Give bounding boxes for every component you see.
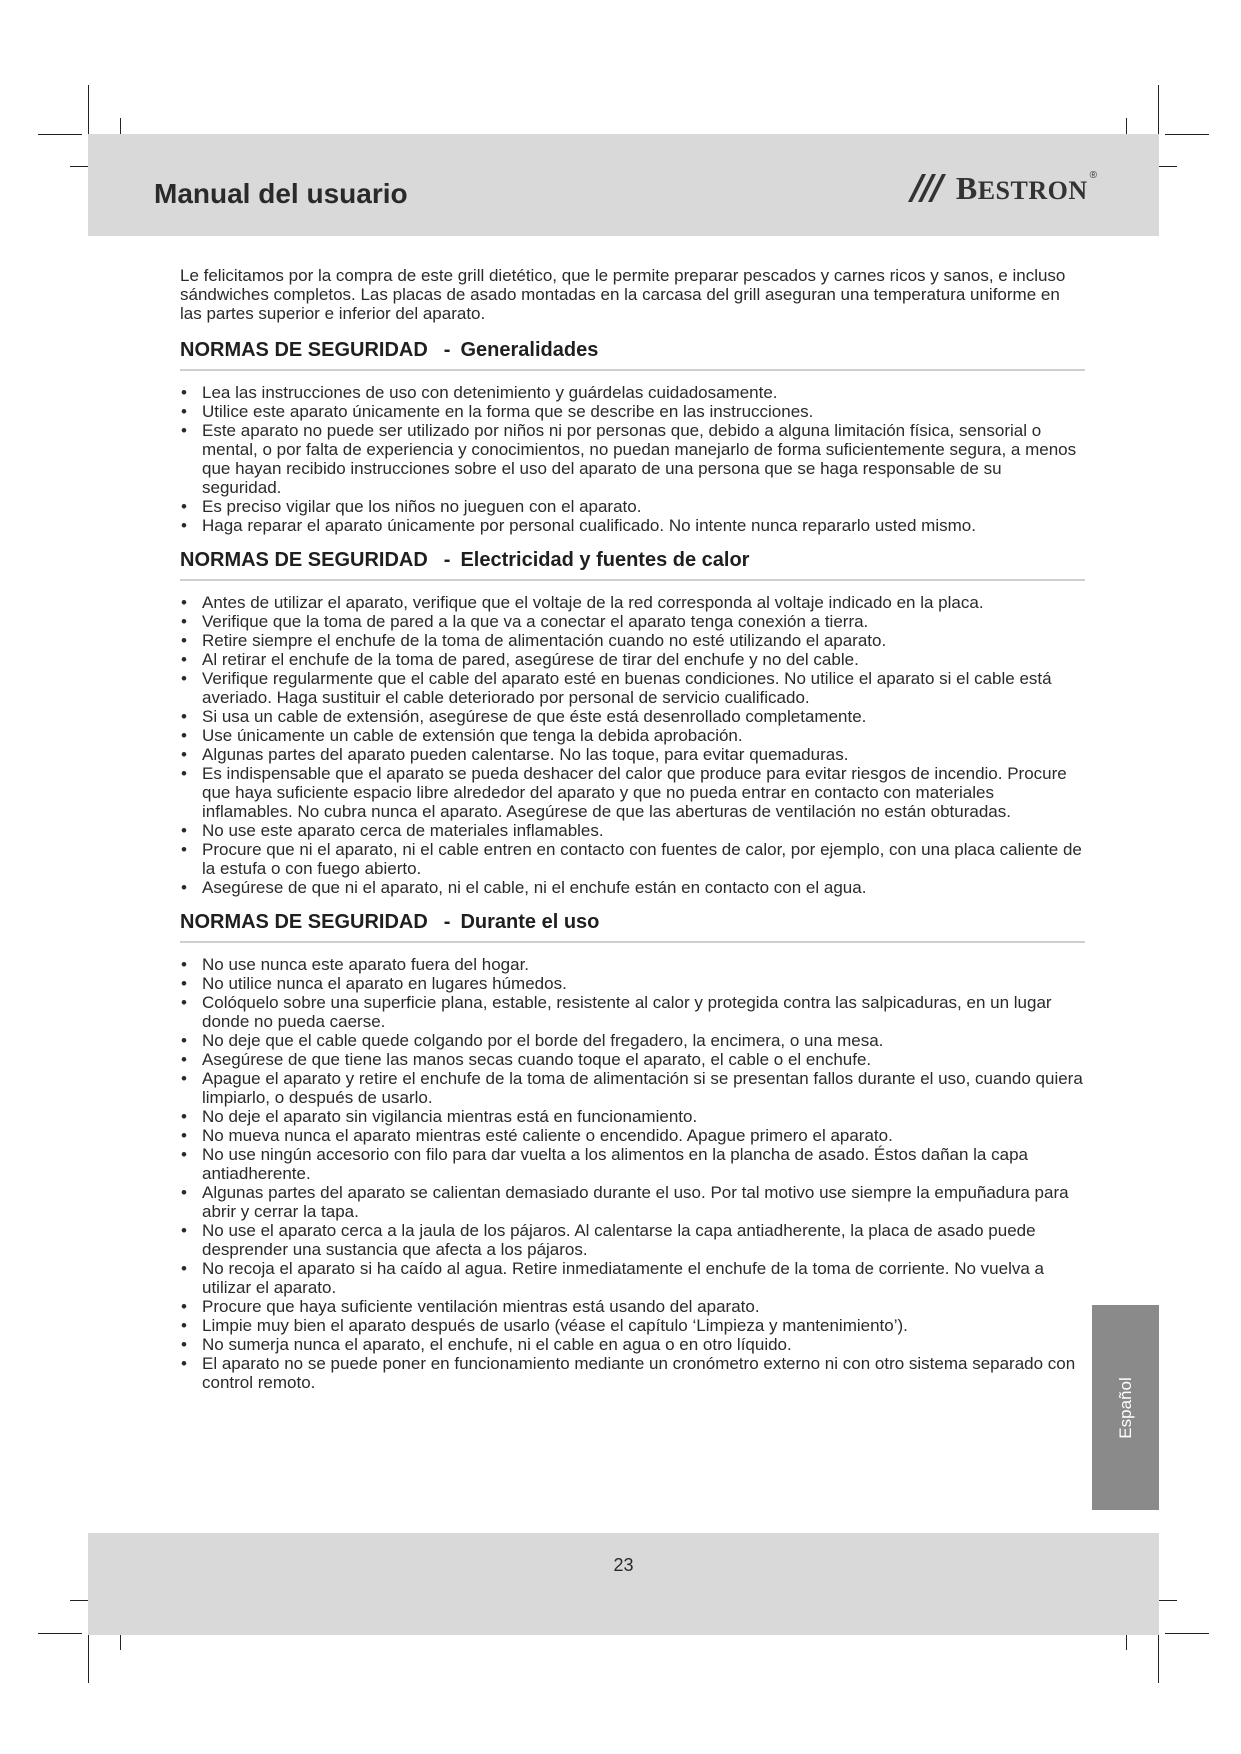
list-item: • Lea las instrucciones de uso con detenimiento y guárdelas cuidadosamente. <box>180 383 1085 402</box>
language-tab <box>1092 1305 1159 1510</box>
registered-mark: ® <box>1089 170 1097 181</box>
bullet-list <box>180 383 1085 535</box>
brand-name: BESTRON <box>955 170 1088 206</box>
section-heading: NORMAS DE SEGURIDAD - Electricidad y fuentes de calor <box>180 551 1085 581</box>
list-item: • Asegúrese de que tiene las manos secas cuando toque el aparato, el cable o el enchufe. <box>180 1050 1085 1069</box>
list-item: • Si usa un cable de extensión, asegúrese de que éste está desenrollado completamente. <box>180 707 1085 726</box>
list-item: • Asegúrese de que ni el aparato, ni el cable, ni el enchufe están en contacto con el agua. <box>180 878 1085 897</box>
bullet-list <box>180 593 1085 897</box>
section-during-use <box>180 913 1085 1392</box>
list-item: • Antes de utilizar el aparato, verifique que el voltaje de la red corresponda al voltaje indicado en la placa. <box>180 593 1085 612</box>
list-item: • Procure que ni el aparato, ni el cable entren en contacto con fuentes de calor, por ejemplo, con una placa caliente de la estufa o con fuego abierto. <box>180 840 1085 878</box>
list-item: • Es indispensable que el aparato se pueda deshacer del calor que produce para evitar riesgos de incendio. Procure que haya suficiente espacio libre alrededor del aparato y que no pueda entrar en contacto con materiales inflamables. No cubra nunca el aparato. Asegúrese de que las aberturas de ventilación no están obturadas. <box>180 764 1085 821</box>
section-electricity <box>180 551 1085 897</box>
chevron-logo-icon <box>906 172 952 204</box>
list-item: • Limpie muy bien el aparato después de usarlo (véase el capítulo ‘Limpieza y mantenimiento’). <box>180 1316 1085 1335</box>
list-item: • No use este aparato cerca de materiales inflamables. <box>180 821 1085 840</box>
list-item: • El aparato no se puede poner en funcionamiento mediante un cronómetro externo ni con otro sistema separado con control remoto. <box>180 1354 1085 1392</box>
list-item: • No use nunca este aparato fuera del hogar. <box>180 955 1085 974</box>
bullet-list <box>180 955 1085 1392</box>
list-item: • No use el aparato cerca a la jaula de los pájaros. Al calentarse la capa antiadherente, la placa de asado puede desprender una sustancia que afecta a los pájaros. <box>180 1221 1085 1259</box>
list-item: • Use únicamente un cable de extensión que tenga la debida aprobación. <box>180 726 1085 745</box>
list-item: • Haga reparar el aparato únicamente por personal cualificado. No intente nunca repararlo usted mismo. <box>180 516 1085 535</box>
list-item: • No sumerja nunca el aparato, el enchufe, ni el cable en agua o en otro líquido. <box>180 1335 1085 1354</box>
list-item: • Colóquelo sobre una superficie plana, estable, resistente al calor y protegida contra las salpicaduras, en un lugar donde no pueda caerse. <box>180 993 1085 1031</box>
list-item: • Verifique que la toma de pared a la que va a conectar el aparato tenga conexión a tierra. <box>180 612 1085 631</box>
list-item: • No utilice nunca el aparato en lugares húmedos. <box>180 974 1085 993</box>
section-heading: NORMAS DE SEGURIDAD - Generalidades <box>180 341 1085 371</box>
list-item: • Utilice este aparato únicamente en la forma que se describe en las instrucciones. <box>180 402 1085 421</box>
intro-paragraph: Le felicitamos por la compra de este grill dietético, que le permite preparar pescados y carnes ricos y sanos, e incluso sándwiches completos. Las placas de asado montadas en la carcasa del grill aseguran una temperatura uniforme en las partes superior e inferior del aparato. <box>180 266 1066 323</box>
header-band <box>88 134 1159 236</box>
section-heading: NORMAS DE SEGURIDAD - Durante el uso <box>180 913 1085 943</box>
list-item: • Retire siempre el enchufe de la toma de alimentación cuando no esté utilizando el aparato. <box>180 631 1085 650</box>
section-general <box>180 341 1085 535</box>
list-item: • No mueva nunca el aparato mientras esté caliente o encendido. Apague primero el aparato. <box>180 1126 1085 1145</box>
list-item: • Al retirar el enchufe de la toma de pared, asegúrese de tirar del enchufe y no del cable. <box>180 650 1085 669</box>
list-item: • No use ningún accesorio con filo para dar vuelta a los alimentos en la plancha de asado. Éstos dañan la capa antiadherente. <box>180 1145 1085 1183</box>
list-item: • No recoja el aparato si ha caído al agua. Retire inmediatamente el enchufe de la toma de corriente. No vuelva a utilizar el aparato. <box>180 1259 1085 1297</box>
brand-logo <box>906 172 1097 204</box>
language-label: Español <box>1115 1376 1135 1439</box>
manual-content <box>180 266 1085 1408</box>
list-item: • No deje que el cable quede colgando por el borde del fregadero, la encimera, o una mesa. <box>180 1031 1085 1050</box>
list-item: • Este aparato no puede ser utilizado por niños ni por personas que, debido a alguna limitación física, sensorial o mental, o por falta de experiencia y conocimientos, no puedan manejarlo de forma suficientemente segura, a menos que hayan recibido instrucciones sobre el uso del aparato de una persona que se haga responsable de su seguridad. <box>180 421 1085 497</box>
page-number: 23 <box>613 1555 634 1575</box>
list-item: • Algunas partes del aparato se calientan demasiado durante el uso. Por tal motivo use siempre la empuñadura para abrir y cerrar la tapa. <box>180 1183 1085 1221</box>
list-item: • Procure que haya suficiente ventilación mientras está usando del aparato. <box>180 1297 1085 1316</box>
page-title: Manual del usuario <box>154 178 408 209</box>
list-item: • Apague el aparato y retire el enchufe de la toma de alimentación si se presentan fallos durante el uso, cuando quiera limpiarlo, o después de usarlo. <box>180 1069 1085 1107</box>
list-item: • Verifique regularmente que el cable del aparato esté en buenas condiciones. No utilice el aparato si el cable está averiado. Haga sustituir el cable deteriorado por personal de servicio cualificado. <box>180 669 1085 707</box>
footer-band <box>88 1533 1159 1635</box>
list-item: • Es preciso vigilar que los niños no jueguen con el aparato. <box>180 497 1085 516</box>
list-item: • Algunas partes del aparato pueden calentarse. No las toque, para evitar quemaduras. <box>180 745 1085 764</box>
list-item: • No deje el aparato sin vigilancia mientras está en funcionamiento. <box>180 1107 1085 1126</box>
